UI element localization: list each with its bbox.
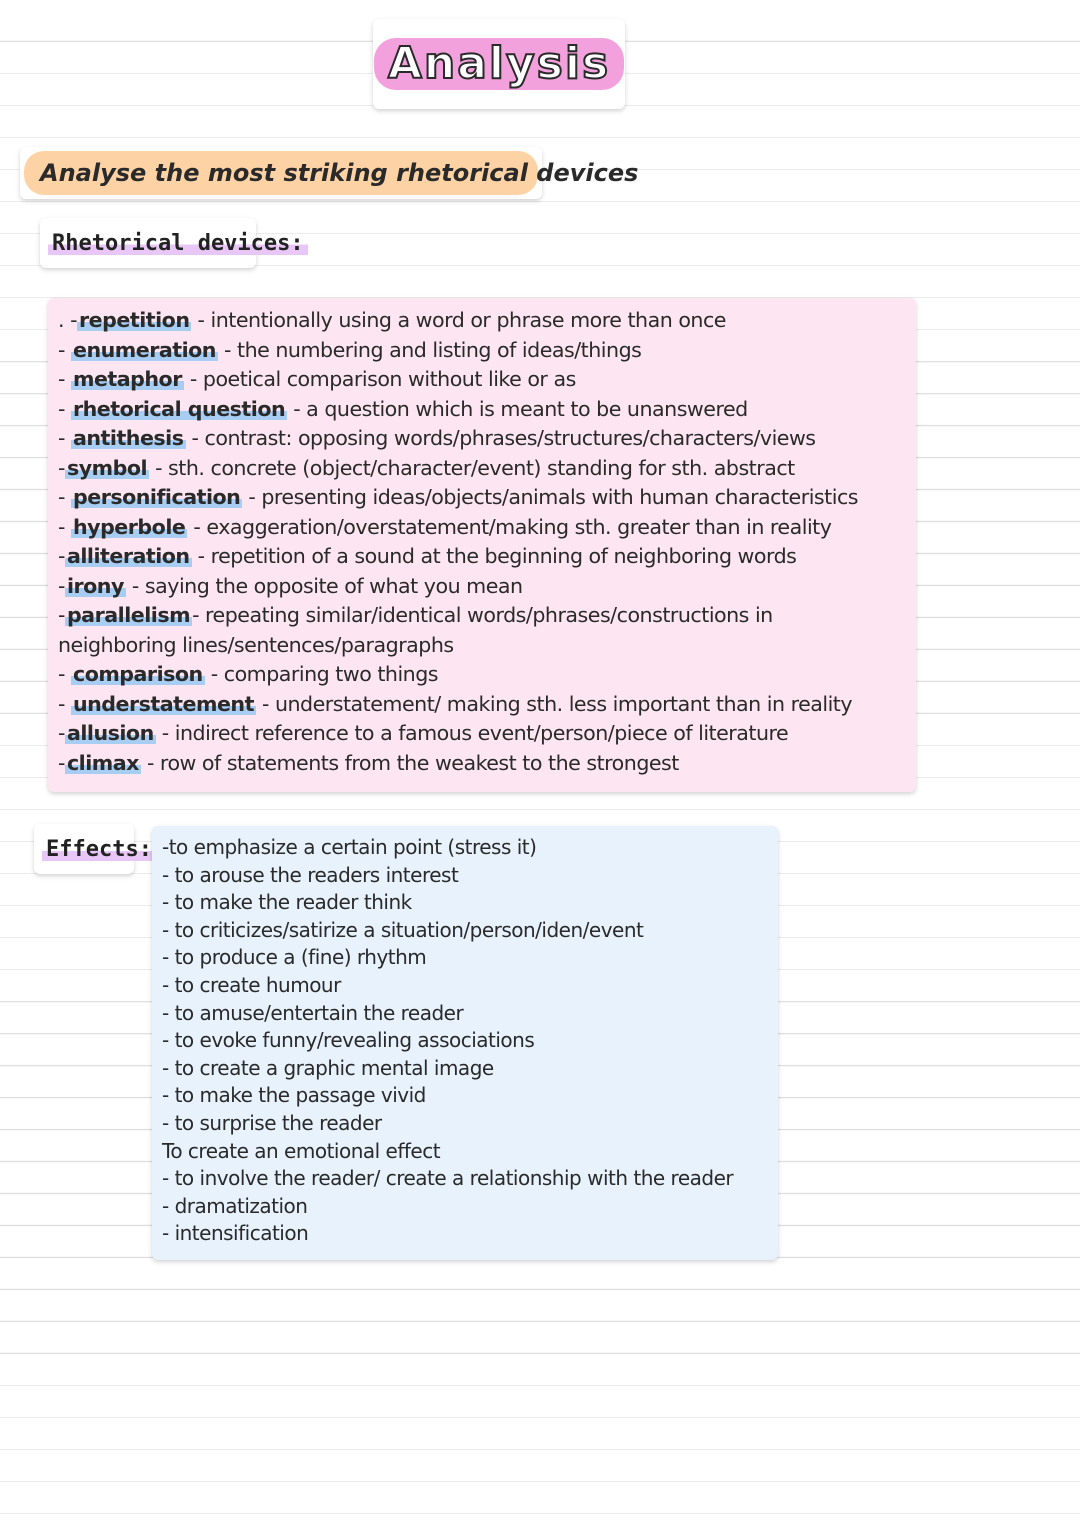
device-item: - enumeration - the numbering and listing of ideas/things (58, 337, 642, 362)
effect-item: - to create a graphic mental image (162, 1055, 494, 1080)
device-term: rhetorical question (72, 396, 286, 421)
device-term: enumeration (72, 337, 216, 362)
device-item: - rhetorical question - a question which is meant to be unanswered (58, 396, 748, 421)
device-term: parallelism (66, 603, 191, 627)
device-item: - hyperbole - exaggeration/overstatement/making sth. greater than in reality (58, 514, 832, 539)
device-term: understatement (72, 691, 254, 716)
device-term: antithesis (72, 426, 184, 450)
device-item: -parallelism- repeating similar/identical words/phrases/constructions in (58, 603, 773, 627)
device-term: repetition (79, 308, 190, 332)
effect-item: - to involve the reader/ create a relationship with the reader (162, 1166, 734, 1191)
device-term: irony (66, 573, 124, 598)
effects-label-card (34, 824, 152, 874)
device-item: -climax - row of statements from the weakest to the strongest (58, 750, 679, 775)
task-heading-card (20, 147, 639, 199)
title-card (373, 19, 625, 109)
device-item: - comparison - comparing two things (58, 662, 439, 686)
task-heading: Analyse the most striking rhetorical devices (24, 151, 538, 195)
device-item: -irony - saying the opposite of what you mean (58, 573, 523, 598)
effect-item: - dramatization (162, 1193, 308, 1218)
device-item: -allusion - indirect reference to a famous event/person/piece of literature (58, 721, 789, 745)
effect-item: To create an emotional effect (162, 1138, 441, 1163)
effect-item: - to create humour (162, 972, 341, 997)
devices-list (48, 298, 916, 792)
effect-item: - to arouse the readers interest (162, 862, 459, 887)
device-item: - antithesis - contrast: opposing words/phrases/structures/characters/views (58, 426, 816, 450)
effect-item: - to surprise the reader (162, 1110, 382, 1135)
effects-label: Effects: (42, 837, 156, 862)
device-item: - personification - presenting ideas/objects/animals with human characteristics (58, 485, 858, 509)
page-title: Analysis (374, 38, 624, 90)
device-term: metaphor (72, 367, 182, 391)
effect-item: - to make the passage vivid (162, 1083, 426, 1108)
devices-label: Rhetorical devices: (48, 231, 308, 256)
device-item-continuation: neighboring lines/sentences/paragraphs (58, 632, 454, 657)
device-term: hyperbole (72, 514, 186, 539)
device-item: . -repetition - intentionally using a word or phrase more than once (58, 308, 726, 332)
effect-item: - to produce a (fine) rhythm (162, 945, 427, 970)
device-term: comparison (72, 662, 203, 686)
effect-item: - to amuse/entertain the reader (162, 1000, 464, 1025)
effects-list (152, 826, 778, 1260)
device-term: symbol (66, 455, 148, 480)
effect-item: -to emphasize a certain point (stress it) (162, 835, 537, 859)
device-item: - understatement - understatement/ making sth. less important than in reality (58, 691, 853, 716)
effect-item: - to evoke funny/revealing associations (162, 1028, 535, 1053)
effect-item: - to make the reader think (162, 890, 412, 915)
device-item: -symbol - sth. concrete (object/character/event) standing for sth. abstract (58, 455, 795, 480)
device-term: personification (72, 485, 241, 509)
devices-label-card (40, 218, 304, 268)
effect-item: - to criticizes/satirize a situation/person/iden/event (162, 917, 644, 942)
device-term: climax (66, 750, 139, 775)
device-item: -alliteration - repetition of a sound at the beginning of neighboring words (58, 544, 797, 568)
device-item: - metaphor - poetical comparison without like or as (58, 367, 576, 391)
device-term: allusion (66, 721, 154, 745)
effect-item: - intensification (162, 1221, 309, 1246)
device-term: alliteration (66, 544, 190, 568)
